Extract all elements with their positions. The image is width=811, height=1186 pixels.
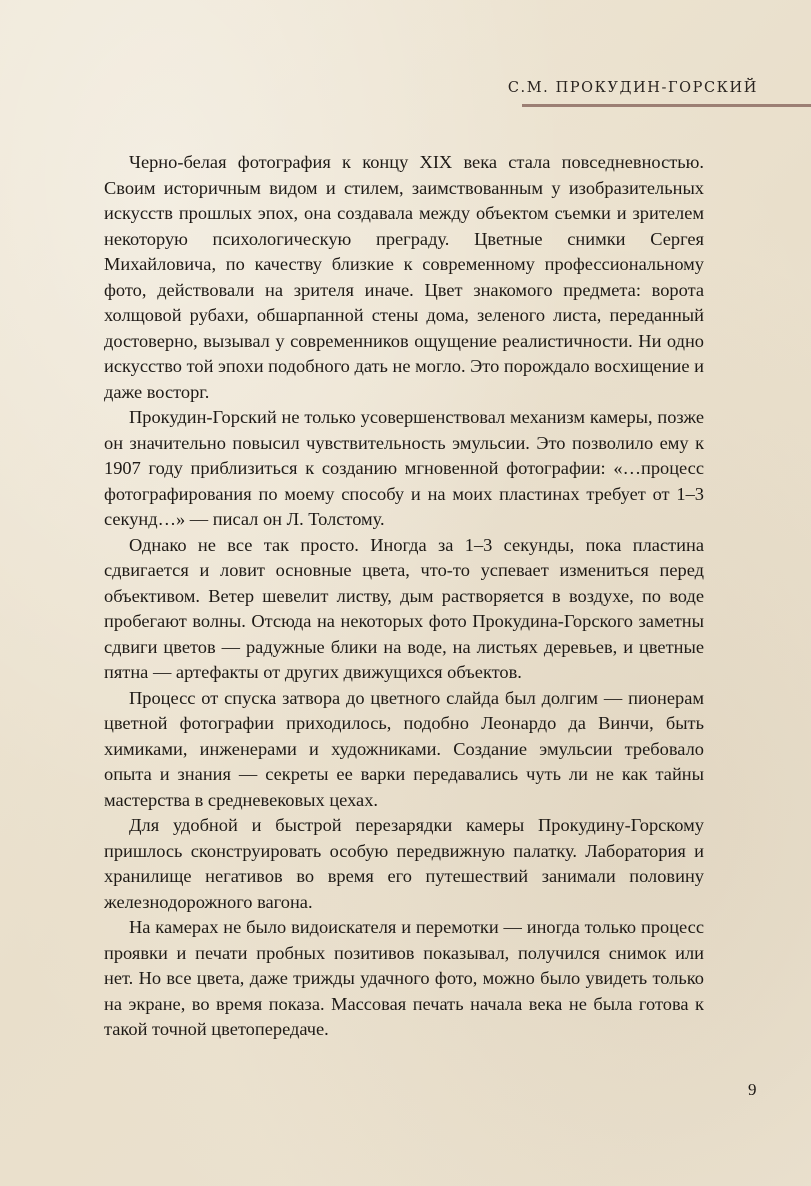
paragraph: На камерах не было видоискателя и перемотки — иногда только процесс проявки и печати пробных позитивов показывал, получился снимок или нет. Но все цвета, даже трижды удачного фото, можно было увидеть только на экране, во время показа. Массовая печать начала века не была готова к такой точной цветопередаче.: [104, 917, 704, 1039]
paragraph: Для удобной и быстрой перезарядки камеры Прокудину-Горскому пришлось сконструировать особую передвижную палатку. Лаборатория и хранилище негативов во время его путешествий занимали половину железнодорожного вагона.: [104, 815, 704, 912]
paragraph: Прокудин-Горский не только усовершенствовал механизм камеры, позже он значительно повысил чувствительность эмульсии. Это позволило ему к 1907 году приблизиться к созданию мгновенной фотографии: «…процесс фотографирования по моему способу и на моих пластинах требует от 1–3 секунд…» — писал он Л. Толстому.: [104, 407, 704, 529]
page-number: 9: [748, 1080, 757, 1099]
running-header: С.М. ПРОКУДИН-ГОРСКИЙ: [507, 80, 758, 96]
paragraph: Однако не все так просто. Иногда за 1–3 секунды, пока пластина сдвигается и ловит основные цвета, что-то успевает измениться перед объективом. Ветер шевелит листву, дым растворяется в воздухе, по воде пробегают волны. Отсюда на некоторых фото Прокудина-Горского заметны сдвиги цветов — радужные блики на воде, на листьях деревьев, и цветные пятна — артефакты от других движущихся объектов.: [104, 534, 704, 682]
paragraph: Черно-белая фотография к концу XIX века стала повседневностью. Своим историчным видом и стилем, заимствованным у изобразительных искусств прошлых эпох, она создавала между объектом съемки и зрителем некоторую психологическую преграду. Цветные снимки Сергея Михайловича, по качеству близкие к современному профессиональному фото, действовали на зрителя иначе. Цвет знакомого предмета: ворота холщовой рубахи, обшарпанной стены дома, зеленого листа, переданный достоверно, вызывал у современников ощущение реалистичности. Ни одно искусство той эпохи подобного дать не могло. Это порождало восхищение и даже восторг.: [104, 152, 704, 402]
header-rule: [522, 104, 811, 107]
paragraph: Процесс от спуска затвора до цветного слайда был долгим — пионерам цветной фотографии приходилось, подобно Леонардо да Винчи, быть химиками, инженерами и художниками. Создание эмульсии требовало опыта и знания — секреты ее варки передавались чуть ли не как тайны мастерства в средневековых цехах.: [104, 687, 704, 810]
body-text: [104, 150, 704, 1043]
